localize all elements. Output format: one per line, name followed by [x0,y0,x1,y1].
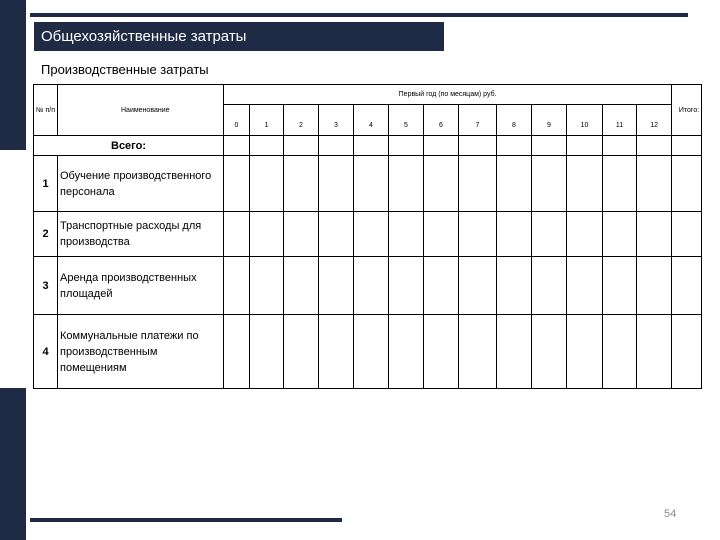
top-rule [30,13,688,17]
slide-subtitle: Производственные затраты [41,62,209,77]
header-row [34,85,702,105]
month-header: 7 [459,105,497,136]
row-name: Коммунальные платежи по производственным помещениям [58,315,224,389]
month-header: 6 [424,105,459,136]
table-row [34,257,702,315]
row-number: 3 [34,257,58,315]
total-row [34,136,702,156]
table-row [34,156,702,212]
left-accent-bar-bottom [0,388,26,540]
slide-title: Общехозяйственные затраты [34,22,444,51]
row-name: Обучение производственного персонала [58,156,224,212]
month-header: 5 [389,105,424,136]
month-header: 0 [224,105,250,136]
table-row [34,315,702,389]
col-number-header: № п/п [34,85,58,136]
month-header: 12 [637,105,672,136]
month-header: 10 [567,105,603,136]
month-header: 11 [603,105,637,136]
col-total-header: Итого: [672,85,702,136]
period-header: Первый год (по месяцам) руб. [224,85,672,105]
month-header: 1 [250,105,284,136]
row-name: Аренда производственных площадей [58,257,224,315]
row-number: 2 [34,212,58,257]
bottom-rule [30,518,342,522]
cost-table [33,84,702,389]
month-header: 2 [284,105,319,136]
col-name-header: Наименование [58,85,224,136]
row-name: Транспортные расходы для производства [58,212,224,257]
row-number: 1 [34,156,58,212]
row-number: 4 [34,315,58,389]
left-accent-bar-top [0,0,26,150]
month-header: 4 [354,105,389,136]
table-row [34,212,702,257]
month-header: 8 [497,105,532,136]
month-header: 9 [532,105,567,136]
total-row-label: Всего: [34,136,224,156]
page-number: 54 [664,508,677,520]
month-header: 3 [319,105,354,136]
